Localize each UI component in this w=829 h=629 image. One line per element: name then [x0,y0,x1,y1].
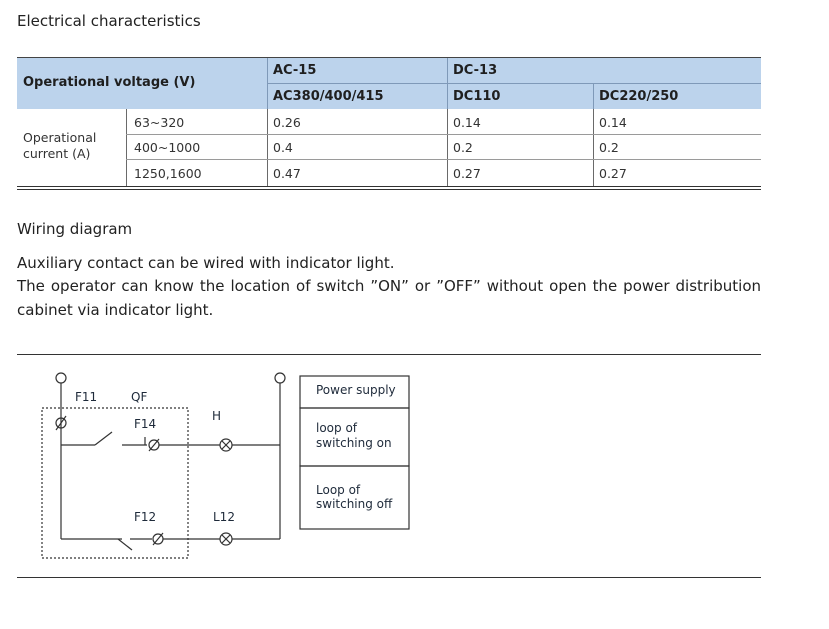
header-ac-sub: AC380/400/415 [273,89,384,104]
left-terminal-circle [56,373,66,383]
table-cell: 0.14 [453,115,481,130]
table-cell: 0.47 [273,166,301,181]
table-cell: 1250,1600 [134,166,202,181]
table-cell: 0.2 [453,140,473,155]
label-qf: QF [131,390,148,404]
table-cell: 63~320 [134,115,185,130]
label-f12: F12 [134,510,157,524]
legend-loop-off-line2: switching off [316,497,393,511]
row-label-line2: current (A) [23,146,91,161]
legend-loop-on-line1: loop of [316,421,358,435]
right-terminal-circle [275,373,285,383]
wiring-diagram-title: Wiring diagram [17,220,133,238]
header-dc220: DC220/250 [599,89,679,104]
legend-loop-off-line1: Loop of [316,483,361,497]
f14-switch-contact [95,432,112,445]
f12-switch-contact [118,539,132,550]
table-cell: 0.14 [599,115,627,130]
wiring-paragraph-2: The operator can know the location of switch ”ON” or ”OFF” without open the power distribution cabinet via indicator light. [17,277,761,319]
wiring-paragraph-1: Auxiliary contact can be wired with indicator light. [17,254,395,272]
legend-loop-on-line2: switching on [316,436,392,450]
table-cell: 0.27 [599,166,627,181]
row-label-line1: Operational [23,130,97,145]
table-cell: 400~1000 [134,140,201,155]
table-cell: 0.26 [273,115,301,130]
table-cell: 0.27 [453,166,481,181]
label-l12: L12 [213,510,235,524]
header-dc13: DC-13 [453,63,498,78]
label-f11: F11 [75,390,98,404]
section-title: Electrical characteristics [17,12,201,30]
header-dc110: DC110 [453,89,501,104]
table-cell: 0.4 [273,140,293,155]
header-ac15: AC-15 [273,63,317,78]
legend-power-supply: Power supply [316,383,396,397]
header-operational-voltage: Operational voltage (V) [23,75,196,90]
qf-dashed-box [42,408,188,558]
label-h: H [212,409,222,423]
label-f14: F14 [134,417,157,431]
table-cell: 0.2 [599,140,619,155]
